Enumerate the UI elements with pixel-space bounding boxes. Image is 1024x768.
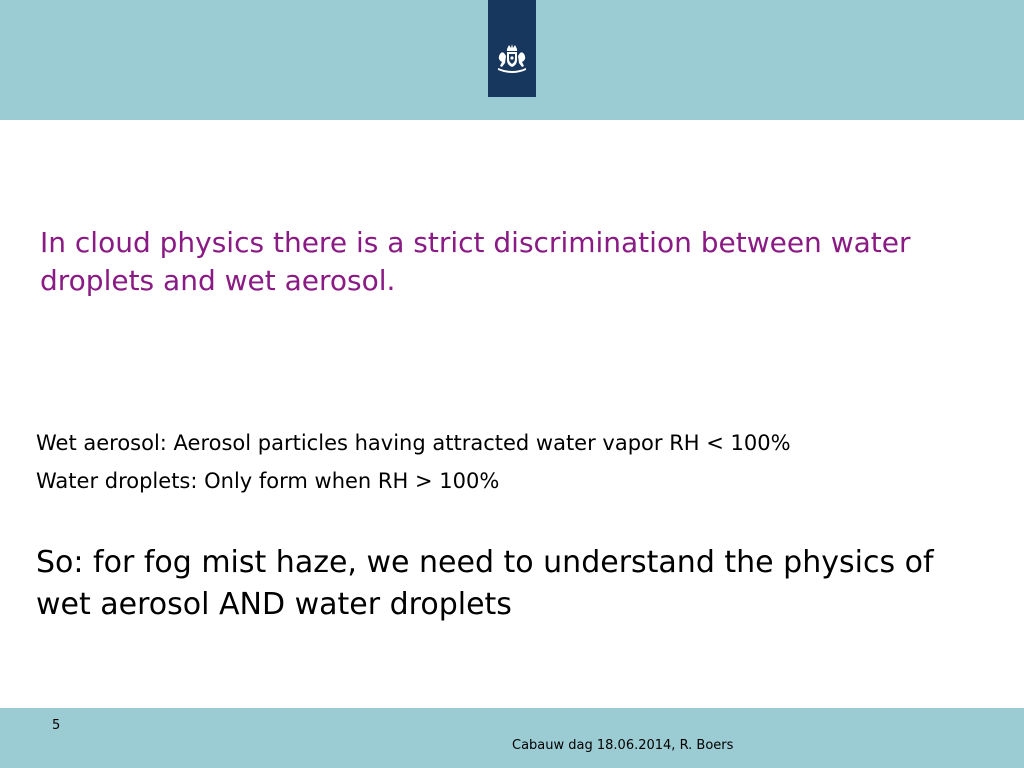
body-line-wet-aerosol: Wet aerosol: Aerosol particles having attracted water vapor RH < 100%: [36, 431, 791, 455]
slide-title: In cloud physics there is a strict discrimination between water droplets and wet aerosol.: [40, 226, 911, 297]
coat-of-arms-icon: [488, 0, 536, 97]
logo-block: [488, 0, 536, 97]
body-line-water-droplets: Water droplets: Only form when RH > 100%: [36, 469, 500, 493]
page-number: 5: [52, 718, 61, 733]
summary-text: So: for fog mist haze, we need to understand the physics of wet aerosol AND water droplets: [36, 545, 934, 622]
footer-event-text: Cabauw dag 18.06.2014, R. Boers: [512, 738, 734, 753]
